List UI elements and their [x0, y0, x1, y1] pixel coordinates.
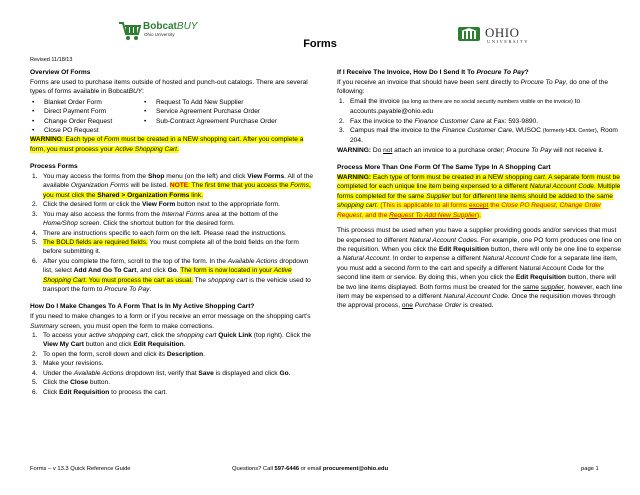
list-item: • Change Order Request [30, 117, 142, 126]
revised-date: Revised 11/18/13 [30, 57, 73, 63]
right-column [337, 68, 625, 311]
email-link[interactable]: procurement@ohio.edu [322, 466, 389, 472]
invoice-heading: If I Receive The Invoice, How Do I Send It To Procure To Pay? [337, 69, 529, 76]
invoice-steps [337, 97, 625, 146]
page-title: Forms [303, 38, 337, 50]
bobcatbuy-wordmark: BobcatBUY [143, 21, 198, 32]
left-column [30, 68, 314, 397]
process-forms-steps [30, 172, 314, 294]
multi-form-heading: Process More Than One Form Of The Same Type In A Shopping Cart [337, 164, 551, 172]
form-types-list [30, 98, 314, 136]
list-item: 2. Fax the invoice to the Finance Customer Care at Fax: 593-9890. [339, 117, 539, 125]
invoice-warning: WARNING: Do not attach an invoice to a purchase order; Procure To Pay will not receive it. [337, 146, 604, 154]
overview-heading: Overview Of Forms [30, 69, 91, 76]
list-item: 6. Click Edit Requisition to process the cart. [32, 388, 168, 396]
list-item: 1. You may access the forms from the Shop menu (on the left) and click View Forms. All of the available Organization Forms will be listed. NOTE: The first time that you access the Forms, you must click the Shared > Organization Forms link. [32, 173, 314, 199]
list-item: • Sub-Contract Agreement Purchase Order [142, 117, 314, 126]
list-item: 2. Click the desired form or click the View Form button next to the appropriate form. [32, 201, 281, 209]
changes-heading: How Do I Make Changes To A Form That Is In My Active Shopping Cart? [30, 303, 255, 311]
overview-intro: Forms are used to purchase items outside of hosted and punch-out catalogs. There are several types of forms available in BobcatBUY: [30, 78, 308, 96]
list-item: 2. To open the form, scroll down and click its Description. [32, 350, 205, 358]
footer-guide-title: Forms – v 13.3 Quick Reference Guide [30, 466, 131, 472]
list-item: 3. You may also access the forms from the Internal Forms area at the bottom of the Home/Shop screen. Click the shortcut button for the desired form. [32, 210, 279, 228]
list-item: 5. The BOLD fields are required fields. You must complete all of the bold fields on the form before submitting it. [32, 238, 299, 256]
list-item: • Direct Payment Form [30, 107, 142, 116]
list-item: • Service Agreement Purchase Order [142, 107, 314, 116]
footer-contact: Questions? Call 597-6446 or email procurement@ohio.edu [232, 466, 389, 472]
multi-form-body: This process must be used when you have a supplier providing goods and/or services that must be expensed to different Natural Account Codes. For example, one PO form produces one line on the requisition. When you click the Edit Requisition button, there will only be one line to expense a Natural Account. In order to expense a different Natural Account Code for a separate line item, you must add a second form to the cart and specify a different Natural Account Code for the second line item or service. By doing this, when you click the Edit Requisition button, there will be two line items displayed. Both forms must be created for the same supplier, however, each line item may be expensed to a different Natural Account Code. Once the requisition moves through the approval process, one Purchase Order is created. [337, 227, 623, 310]
list-item: 3. Campus mail the invoice to the Finance Customer Care, WUSOC (formerly HDL Center), Room 204. [339, 126, 618, 145]
list-item: • Request To Add New Supplier [142, 98, 314, 107]
process-forms-heading: Process Forms [30, 163, 78, 171]
page-number: page 1 [581, 466, 599, 472]
list-item: • Blanket Order Form [30, 98, 142, 107]
list-item: 6. After you complete the form, scroll to the top of the form. In the Available Actions dropdown list, select Add And Go To Cart, and click Go. The form is now located in your Active Shopping Cart. You must process the cart as usual. The shopping cart is the vehicle used to transport the form to Procure To Pay. [32, 257, 311, 293]
changes-steps [30, 331, 314, 397]
list-item: 3. Make your revisions. [32, 360, 104, 368]
list-item: 5. Click the Close button. [32, 379, 111, 387]
university-wordmark: UNIVERSITY [487, 39, 529, 44]
multi-form-warning: WARNING: Each type of form must be created in a NEW shopping cart. A separate form must be completed for each unique line item being expensed to a different Natural Account Code. Multiple forms completed for the same Supplier but for different line items should be added to the same shopping cart. (This is applicable to all forms except the Close PO Request, Change Order Request, and the Request To Add New Supplier). [337, 174, 621, 219]
overview-warning: WARNING: Each type of Form must be created in a NEW shopping cart. After you complete a form, you must process your Active Shopping Cart. [30, 136, 304, 153]
list-item: 4. Under the Available Actions dropdown list, verify that Save is displayed and click Go. [32, 369, 291, 377]
list-item: 1. To access your active shopping cart, click the shopping cart Quick Link (top right). Click the View My Cart button and click Edit Requisition. [32, 332, 311, 349]
bobcatbuy-subtitle: Ohio University [144, 32, 175, 37]
changes-intro: If you need to make changes to a form or if you receive an error message on the shopping cart's Summary screen, you must open the form to make corrections. [30, 313, 311, 330]
list-item: 4. There are instructions specific to each form on the left. Please read the instructions. [32, 229, 287, 237]
list-item: 1. Email the invoice (as long as there are no social security numbers visible on the invoice) to accounts.payable@ohio.edu [339, 97, 581, 116]
list-item: • Close PO Request [30, 126, 142, 135]
invoice-intro: If you receive an invoice that should have been sent directly to Procure To Pay, do one of the following: [337, 78, 609, 96]
ohio-wordmark: OHIO [485, 25, 520, 40]
